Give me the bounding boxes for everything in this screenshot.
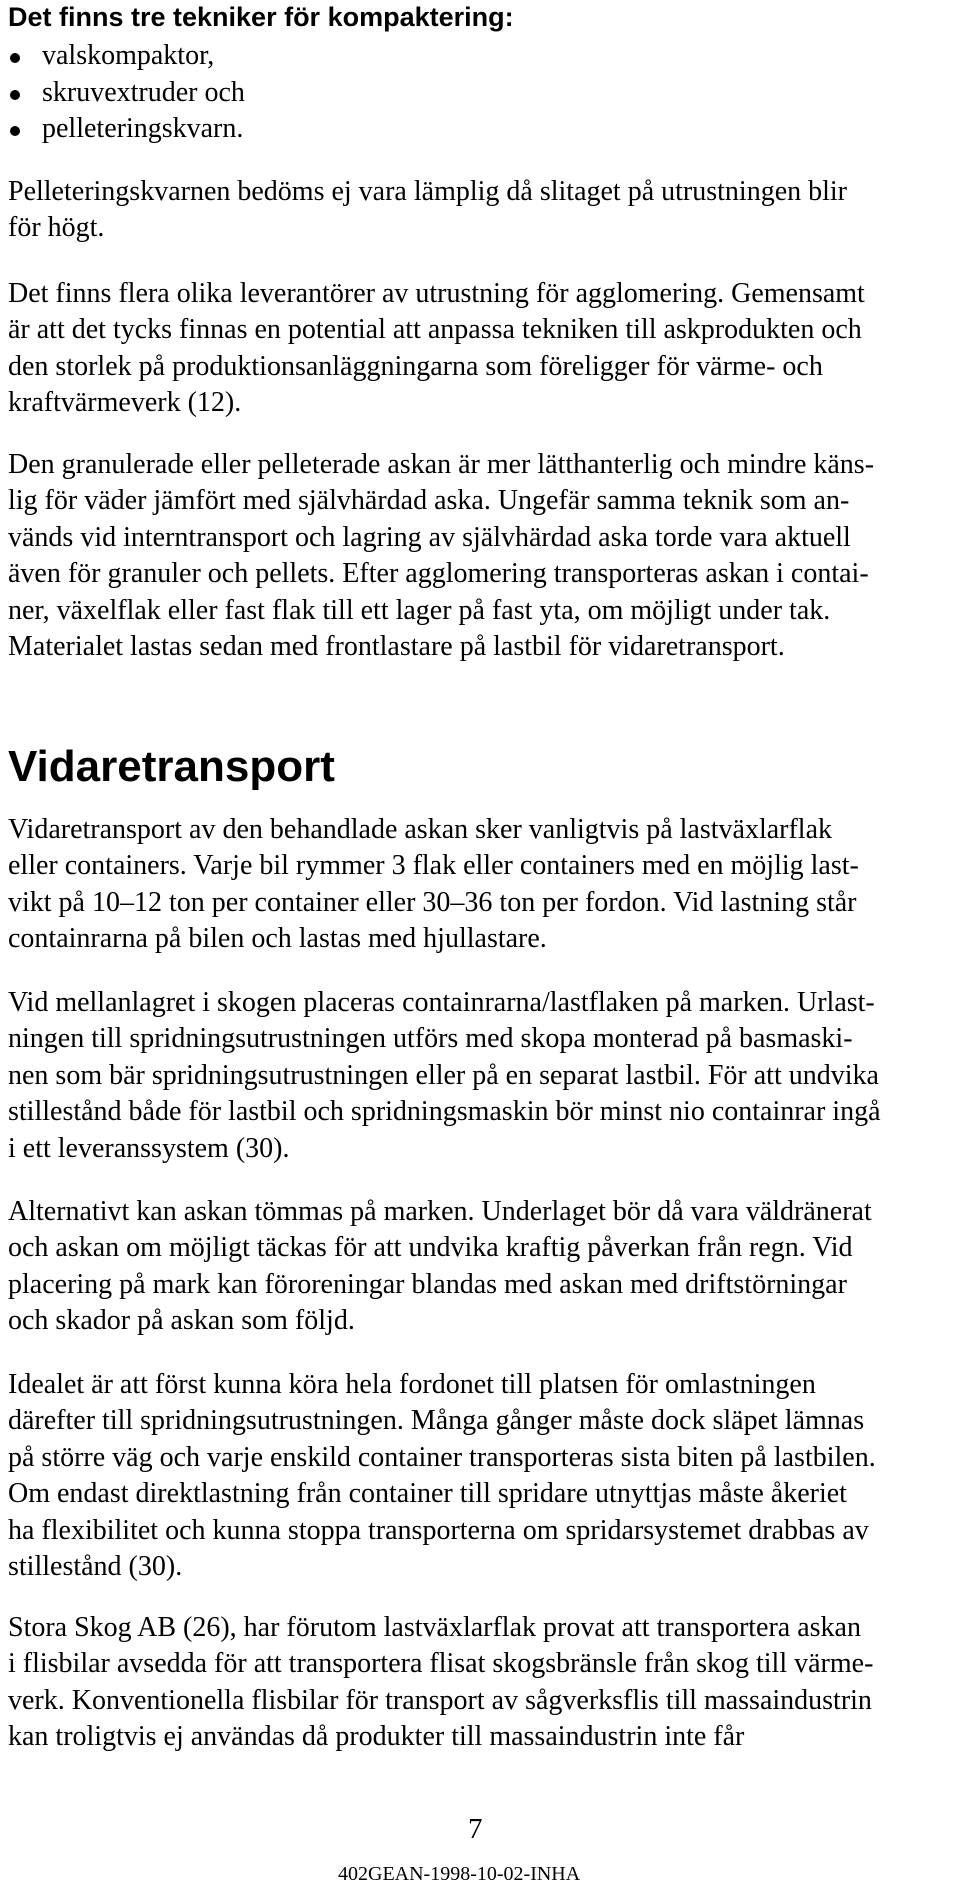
- list-item: skruvextruder och: [8, 75, 245, 112]
- paragraph-stora-skog: Stora Skog AB (26), har förutom lastväxlarflak provat att transportera askan i flisbilar avsedda för att transportera flisat skogsbränsle från skog till värme- verk. Konventionella flisbilar för transport av sågverksflis till massaindustrin kan troligtvis ej användas då produkter till massaindustrin inte får: [8, 1612, 874, 1753]
- paragraph-pelleting: Pelleteringskvarnen bedöms ej vara lämplig då slitaget på utrustningen blir för högt.: [8, 176, 848, 244]
- compaction-list: [8, 38, 245, 148]
- list-item: pelleteringskvarn.: [8, 111, 245, 148]
- document-id: 402GEAN-1998-10-02-INHA: [338, 1863, 581, 1885]
- page-number: 7: [468, 1813, 483, 1845]
- compaction-heading: Det finns tre tekniker för kompaktering:: [8, 2, 514, 32]
- document-page: [8, 0, 960, 1895]
- section-title: Vidaretransport: [8, 742, 335, 791]
- paragraph-ideal-transport: Idealet är att först kunna köra hela fordonet till platsen för omlastningen därefter till spridningsutrustningen. Många gånger måste dock släpet lämnas på större väg och varje enskild container transporteras sista biten på lastbilen. Om endast direktlastning från container till spridare utnyttjas måste åkeriet ha flexibilitet och kunna stoppa transporterna om spridarsystemet drabbas av stillestånd (30).: [8, 1369, 876, 1583]
- paragraph-granulated-ash: Den granulerade eller pelleterade askan är mer lätthanterlig och mindre käns- lig för väder jämfört med självhärdad aska. Ungefär samma teknik som an- vänds vid interntransport och lagring av självhärdad aska torde vara aktuell även för granuler och pellets. Efter agglomering transporteras askan i contai- ner, växelflak eller fast flak till ett lager på fast yta, om möjligt under tak. Materialet lastas sedan med frontlastare på lastbil för vidaretransport.: [8, 449, 875, 663]
- list-item: valskompaktor,: [8, 38, 245, 75]
- paragraph-ground-dumping: Alternativt kan askan tömmas på marken. Underlaget bör då vara väldränerat och askan om möjligt täckas för att undvika kraftig påverkan från regn. Vid placering på mark kan föroreningar blandas med askan med driftstörningar och skador på askan som följd.: [8, 1196, 872, 1337]
- paragraph-suppliers: Det finns flera olika leverantörer av utrustning för agglomering. Gemensamt är att det tycks finnas en potential att anpassa tekniken till askprodukten och den storlek på produktionsanläggningarna som föreligger för värme- och kraftvärmeverk (12).: [8, 278, 865, 419]
- paragraph-intermediate-storage: Vid mellanlagret i skogen placeras containrarna/lastflaken på marken. Urlast- ningen till spridningsutrustningen utförs med skopa monterad på basmaski- nen som bär spridningsutrustningen eller på en separat lastbil. För att undvika stillestånd både för lastbil och spridningsmaskin bör minst nio containrar ingå i ett leveranssystem (30).: [8, 987, 881, 1164]
- paragraph-transport-flatbeds: Vidaretransport av den behandlade askan sker vanligtvis på lastväxlarflak eller containers. Varje bil rymmer 3 flak eller containers med en möjlig last- vikt på 10–12 ton per container eller 30–36 ton per fordon. Vid lastning står containrarna på bilen och lastas med hjullastare.: [8, 814, 859, 955]
